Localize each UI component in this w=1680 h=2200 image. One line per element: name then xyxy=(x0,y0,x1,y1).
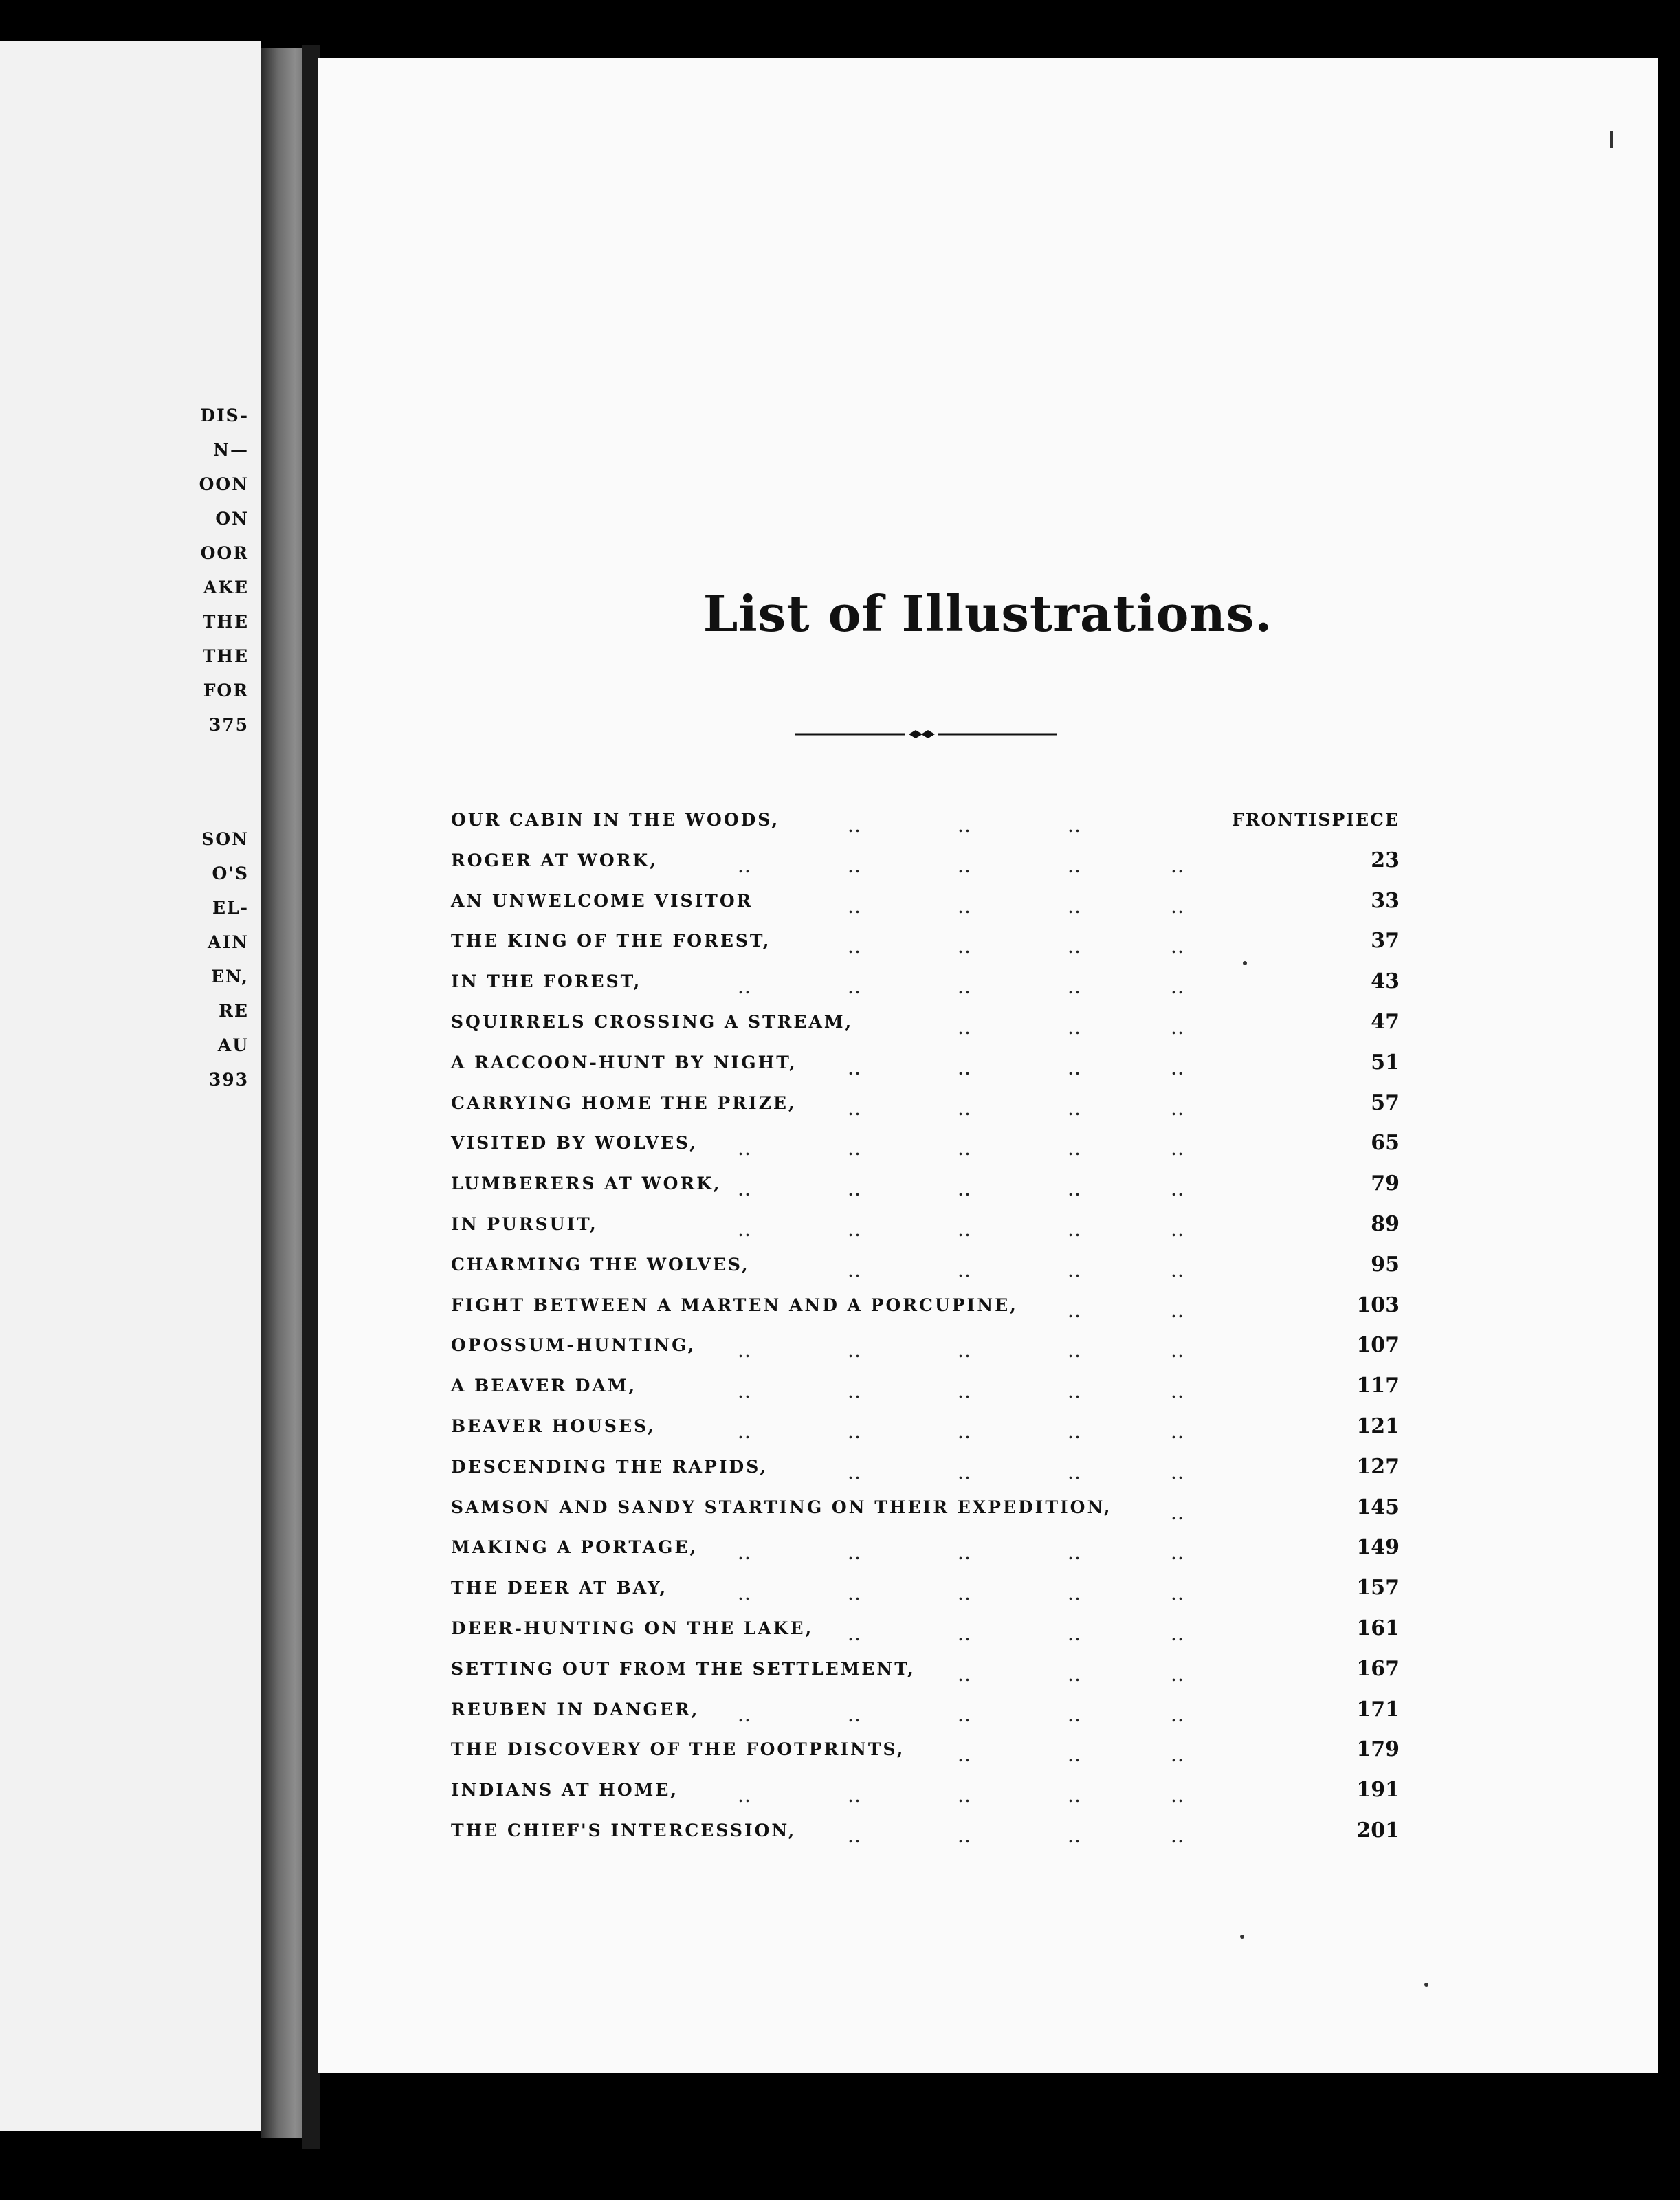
leader-dot: .. xyxy=(1068,1829,1082,1846)
page-list-of-illustrations xyxy=(318,58,1658,2074)
illustration-title: IN THE FOREST, xyxy=(451,971,642,992)
leader-dots xyxy=(451,1568,1400,1609)
leader-dot: .. xyxy=(958,1789,972,1806)
leader-dot: .. xyxy=(1171,1546,1185,1563)
leader-dot: .. xyxy=(1171,1465,1185,1482)
leader-dots xyxy=(451,1811,1400,1851)
illustration-title: THE DEER AT BAY, xyxy=(451,1578,668,1598)
illustration-page-number: 149 xyxy=(1356,1535,1400,1560)
leader-dot: .. xyxy=(1068,1142,1082,1159)
leader-dot: .. xyxy=(848,1587,862,1604)
fragment-line: OOR xyxy=(200,543,249,563)
illustration-page-number: 201 xyxy=(1356,1818,1400,1842)
leader-dot: .. xyxy=(848,1101,862,1119)
leader-dot: .. xyxy=(1068,1667,1082,1684)
leader-dot: .. xyxy=(1068,819,1082,835)
leader-dot: .. xyxy=(1171,899,1185,916)
leader-dots xyxy=(451,1043,1400,1084)
fragment-line: THE xyxy=(202,646,249,666)
leader-dot: .. xyxy=(958,1829,972,1846)
leader-dot: .. xyxy=(848,1061,862,1078)
fragment-line: DIS- xyxy=(200,406,249,426)
illustration-entry xyxy=(451,800,1400,841)
illustration-entry xyxy=(451,921,1400,962)
leader-dots xyxy=(451,1528,1400,1568)
leader-dot: .. xyxy=(958,1587,972,1604)
leader-dot: .. xyxy=(1068,1344,1082,1361)
illustration-title: OUR CABIN IN THE WOODS, xyxy=(451,810,780,830)
leader-dot: .. xyxy=(848,819,862,835)
fragment-line: THE xyxy=(202,612,249,632)
leader-dot: .. xyxy=(1068,1222,1082,1240)
illustration-title: ROGER AT WORK, xyxy=(451,850,658,870)
leader-dot: .. xyxy=(848,1708,862,1725)
illustration-entry xyxy=(451,1609,1400,1649)
leader-dots xyxy=(451,1286,1400,1326)
leader-dots xyxy=(451,841,1400,881)
leader-dots xyxy=(451,1245,1400,1286)
leader-dot: .. xyxy=(1068,1020,1082,1037)
fragment-line: FOR xyxy=(203,681,249,701)
leader-dot: .. xyxy=(958,1222,972,1240)
leader-dots xyxy=(451,921,1400,962)
leader-dot: .. xyxy=(1171,1627,1185,1644)
illustration-page-number: 47 xyxy=(1371,1009,1400,1034)
leader-dot: .. xyxy=(1171,1263,1185,1280)
illustration-entry xyxy=(451,1488,1400,1528)
leader-dot: .. xyxy=(1171,1304,1185,1321)
leader-dot: .. xyxy=(848,859,862,876)
leader-dot: .. xyxy=(738,1182,752,1200)
leader-dot: .. xyxy=(848,1142,862,1159)
leader-dot: .. xyxy=(848,980,862,998)
leader-dot: .. xyxy=(848,1385,862,1402)
leader-dot: .. xyxy=(958,899,972,916)
illustration-entry xyxy=(451,1811,1400,1851)
leader-dot: .. xyxy=(958,980,972,998)
illustration-entry xyxy=(451,1084,1400,1124)
leader-dots xyxy=(451,1609,1400,1649)
illustration-entry xyxy=(451,1730,1400,1770)
illustration-entry xyxy=(451,1528,1400,1568)
leader-dot: .. xyxy=(1068,899,1082,916)
illustration-title: AN UNWELCOME VISITOR xyxy=(451,890,753,911)
fragment-line: EL- xyxy=(212,898,249,918)
leader-dot: .. xyxy=(1171,1101,1185,1119)
leader-dots xyxy=(451,1690,1400,1730)
leader-dot: .. xyxy=(958,1020,972,1037)
fragment-line: O'S xyxy=(212,864,249,883)
fragment-line: AKE xyxy=(203,578,249,597)
leader-dot: .. xyxy=(1171,1142,1185,1159)
illustration-page-number: 117 xyxy=(1356,1374,1400,1398)
leader-dot: .. xyxy=(738,859,752,876)
leader-dot: .. xyxy=(1068,1424,1082,1442)
leader-dot: .. xyxy=(848,899,862,916)
illustration-page-number: 43 xyxy=(1371,969,1400,994)
leader-dots xyxy=(451,1447,1400,1488)
leader-dot: .. xyxy=(738,1789,752,1806)
leader-dot: .. xyxy=(1171,1667,1185,1684)
illustration-title: OPOSSUM-HUNTING, xyxy=(451,1335,696,1356)
leader-dot: .. xyxy=(1171,1789,1185,1806)
illustration-page-number: 95 xyxy=(1371,1252,1400,1277)
title-ornament-rule xyxy=(795,727,1057,741)
fragment-line: AU xyxy=(217,1035,249,1055)
illustration-title: FIGHT BETWEEN A MARTEN AND A PORCUPINE, xyxy=(451,1295,1018,1315)
illustration-page-number: 179 xyxy=(1356,1737,1400,1762)
leader-dot: .. xyxy=(1171,1506,1185,1523)
leader-dot: .. xyxy=(1068,1061,1082,1078)
facing-page-text-fragments xyxy=(199,399,249,1097)
illustration-title: THE CHIEF'S INTERCESSION, xyxy=(451,1820,797,1840)
illustration-page-number: 37 xyxy=(1371,929,1400,954)
leader-dot: .. xyxy=(1068,1101,1082,1119)
illustration-page-number: 121 xyxy=(1356,1414,1400,1438)
leader-dot: .. xyxy=(958,1101,972,1119)
leader-dot: .. xyxy=(738,1344,752,1361)
leader-dots xyxy=(451,1407,1400,1447)
fragment-line: EN, xyxy=(210,967,249,987)
leader-dot: .. xyxy=(848,1627,862,1644)
leader-dot: .. xyxy=(1068,940,1082,957)
leader-dot: .. xyxy=(958,1263,972,1280)
leader-dot: .. xyxy=(1171,980,1185,998)
fragment-line: AIN xyxy=(208,932,249,952)
leader-dot: .. xyxy=(1171,1424,1185,1442)
leader-dot: .. xyxy=(1171,940,1185,957)
fragment-line: SON xyxy=(201,829,249,849)
leader-dot: .. xyxy=(848,1829,862,1846)
illustration-entry xyxy=(451,1326,1400,1366)
leader-dot: .. xyxy=(738,1546,752,1563)
illustration-title: A RACCOON-HUNT BY NIGHT, xyxy=(451,1052,797,1072)
illustration-page-number: 103 xyxy=(1356,1292,1400,1317)
fragment-line: RE xyxy=(219,1001,249,1021)
illustration-entry xyxy=(451,1245,1400,1286)
illustration-title: VISITED BY WOLVES, xyxy=(451,1133,698,1154)
leader-dot: .. xyxy=(1068,1263,1082,1280)
leader-dot: .. xyxy=(958,819,972,835)
leader-dot: .. xyxy=(738,1222,752,1240)
leader-dot: .. xyxy=(1068,1385,1082,1402)
leader-dot: .. xyxy=(738,1385,752,1402)
leader-dot: .. xyxy=(958,1748,972,1766)
leader-dot: .. xyxy=(958,1142,972,1159)
leader-dot: .. xyxy=(738,1142,752,1159)
leader-dot: .. xyxy=(1068,1627,1082,1644)
illustration-title: SQUIRRELS CROSSING A STREAM, xyxy=(451,1011,854,1032)
illustration-entry xyxy=(451,1366,1400,1407)
illustration-page-number: 191 xyxy=(1356,1778,1400,1803)
leader-dot: .. xyxy=(848,940,862,957)
leader-dot: .. xyxy=(958,1708,972,1725)
leader-dot: .. xyxy=(848,1789,862,1806)
leader-dot: .. xyxy=(958,859,972,876)
leader-dot: .. xyxy=(1068,1587,1082,1604)
leader-dot: .. xyxy=(958,1667,972,1684)
illustration-title: IN PURSUIT, xyxy=(451,1213,598,1234)
illustration-title: INDIANS AT HOME, xyxy=(451,1780,679,1801)
leader-dot: .. xyxy=(958,1344,972,1361)
illustration-page-number: 89 xyxy=(1371,1211,1400,1236)
leader-dots xyxy=(451,881,1400,922)
illustration-page-number: 157 xyxy=(1356,1576,1400,1600)
leader-dot: .. xyxy=(1068,1304,1082,1321)
illustration-title: DESCENDING THE RAPIDS, xyxy=(451,1456,769,1477)
leader-dot: .. xyxy=(1068,1465,1082,1482)
leader-dot: .. xyxy=(958,1385,972,1402)
illustration-page-number: 33 xyxy=(1371,888,1400,913)
leader-dots xyxy=(451,1366,1400,1407)
leader-dot: .. xyxy=(1068,1182,1082,1200)
illustration-entry xyxy=(451,1770,1400,1811)
illustration-page-number: FRONTISPIECE xyxy=(1231,810,1400,830)
leader-dot: .. xyxy=(1171,1587,1185,1604)
leader-dot: .. xyxy=(738,1424,752,1442)
illustration-page-number: 23 xyxy=(1371,848,1400,872)
illustration-entry xyxy=(451,1164,1400,1204)
leader-dots xyxy=(451,1488,1400,1528)
fragment-line: 393 xyxy=(208,1070,249,1090)
leader-dot: .. xyxy=(1171,1182,1185,1200)
leader-dot: .. xyxy=(958,1465,972,1482)
leader-dot: .. xyxy=(958,1627,972,1644)
leader-dot: .. xyxy=(848,1344,862,1361)
illustration-entry xyxy=(451,1043,1400,1084)
illustration-page-number: 161 xyxy=(1356,1616,1400,1640)
leader-dot: .. xyxy=(848,1263,862,1280)
leader-dot: .. xyxy=(1171,1748,1185,1766)
illustration-entry xyxy=(451,1123,1400,1164)
illustration-entry xyxy=(451,1447,1400,1488)
illustration-title: LUMBERERS AT WORK, xyxy=(451,1174,722,1194)
leader-dot: .. xyxy=(848,1222,862,1240)
fragment-line: OON xyxy=(199,474,249,494)
leader-dots xyxy=(451,1084,1400,1124)
illustration-title: BEAVER HOUSES, xyxy=(451,1416,656,1436)
fragment-line: 375 xyxy=(208,715,249,735)
illustration-title: CHARMING THE WOLVES, xyxy=(451,1254,750,1275)
leader-dot: .. xyxy=(848,1424,862,1442)
leader-dot: .. xyxy=(958,940,972,957)
page-title: List of Illustrations. xyxy=(703,584,1273,643)
illustration-page-number: 145 xyxy=(1356,1495,1400,1519)
leader-dot: .. xyxy=(738,1708,752,1725)
leader-dot: .. xyxy=(1171,1385,1185,1402)
leader-dots xyxy=(451,1002,1400,1043)
leader-dot: .. xyxy=(1068,1789,1082,1806)
fragment-line: N— xyxy=(213,440,249,460)
leader-dot: .. xyxy=(848,1546,862,1563)
illustration-title: REUBEN IN DANGER, xyxy=(451,1699,700,1719)
illustration-title: SETTING OUT FROM THE SETTLEMENT, xyxy=(451,1658,916,1679)
leader-dot: .. xyxy=(958,1182,972,1200)
leader-dot: .. xyxy=(1068,859,1082,876)
illustration-entry xyxy=(451,962,1400,1002)
illustration-title: MAKING A PORTAGE, xyxy=(451,1537,698,1558)
leader-dots xyxy=(451,962,1400,1002)
leader-dot: .. xyxy=(1068,980,1082,998)
illustration-entry xyxy=(451,1690,1400,1730)
leader-dot: .. xyxy=(958,1424,972,1442)
leader-dot: .. xyxy=(1171,1829,1185,1846)
leader-dot: .. xyxy=(1171,1708,1185,1725)
leader-dot: .. xyxy=(1171,1061,1185,1078)
illustration-title: A BEAVER DAM, xyxy=(451,1376,637,1396)
facing-page-left xyxy=(0,41,261,2131)
leader-dots xyxy=(451,1770,1400,1811)
leader-dot: .. xyxy=(1171,1020,1185,1037)
illustration-entry xyxy=(451,1204,1400,1245)
leader-dot: .. xyxy=(848,1465,862,1482)
illustration-title: DEER-HUNTING ON THE LAKE, xyxy=(451,1618,814,1638)
leader-dot: .. xyxy=(1171,1222,1185,1240)
leader-dot: .. xyxy=(1171,859,1185,876)
leader-dot: .. xyxy=(738,1587,752,1604)
illustration-title: THE KING OF THE FOREST, xyxy=(451,931,771,952)
leader-dots xyxy=(451,1326,1400,1366)
illustrations-list xyxy=(451,800,1400,1851)
leader-dot: .. xyxy=(1068,1546,1082,1563)
leader-dot: .. xyxy=(1171,1344,1185,1361)
leader-dots xyxy=(451,1730,1400,1770)
illustration-page-number: 57 xyxy=(1371,1090,1400,1115)
illustration-title: CARRYING HOME THE PRIZE, xyxy=(451,1092,797,1113)
leader-dot: .. xyxy=(738,980,752,998)
fragment-line: ON xyxy=(215,509,249,529)
illustration-title: SAMSON AND SANDY STARTING ON THEIR EXPEDITION, xyxy=(451,1497,1112,1517)
illustration-page-number: 127 xyxy=(1356,1454,1400,1479)
illustration-title: THE DISCOVERY OF THE FOOTPRINTS, xyxy=(451,1739,905,1760)
illustration-entry xyxy=(451,1286,1400,1326)
illustration-entry xyxy=(451,1407,1400,1447)
illustration-page-number: 167 xyxy=(1356,1656,1400,1681)
illustration-entry xyxy=(451,841,1400,881)
illustration-entry xyxy=(451,1649,1400,1690)
illustration-page-number: 65 xyxy=(1371,1131,1400,1156)
illustration-entry xyxy=(451,881,1400,922)
leader-dot: .. xyxy=(848,1182,862,1200)
leader-dots xyxy=(451,1123,1400,1164)
illustration-page-number: 51 xyxy=(1371,1050,1400,1075)
illustration-page-number: 79 xyxy=(1371,1172,1400,1196)
leader-dot: .. xyxy=(1068,1708,1082,1725)
illustration-page-number: 171 xyxy=(1356,1697,1400,1722)
leader-dots xyxy=(451,1204,1400,1245)
illustration-page-number: 107 xyxy=(1356,1333,1400,1358)
leader-dots xyxy=(451,1649,1400,1690)
leader-dot: .. xyxy=(958,1546,972,1563)
illustration-entry xyxy=(451,1568,1400,1609)
leader-dot: .. xyxy=(958,1061,972,1078)
leader-dots xyxy=(451,1164,1400,1204)
illustration-entry xyxy=(451,1002,1400,1043)
leader-dot: .. xyxy=(1068,1748,1082,1766)
